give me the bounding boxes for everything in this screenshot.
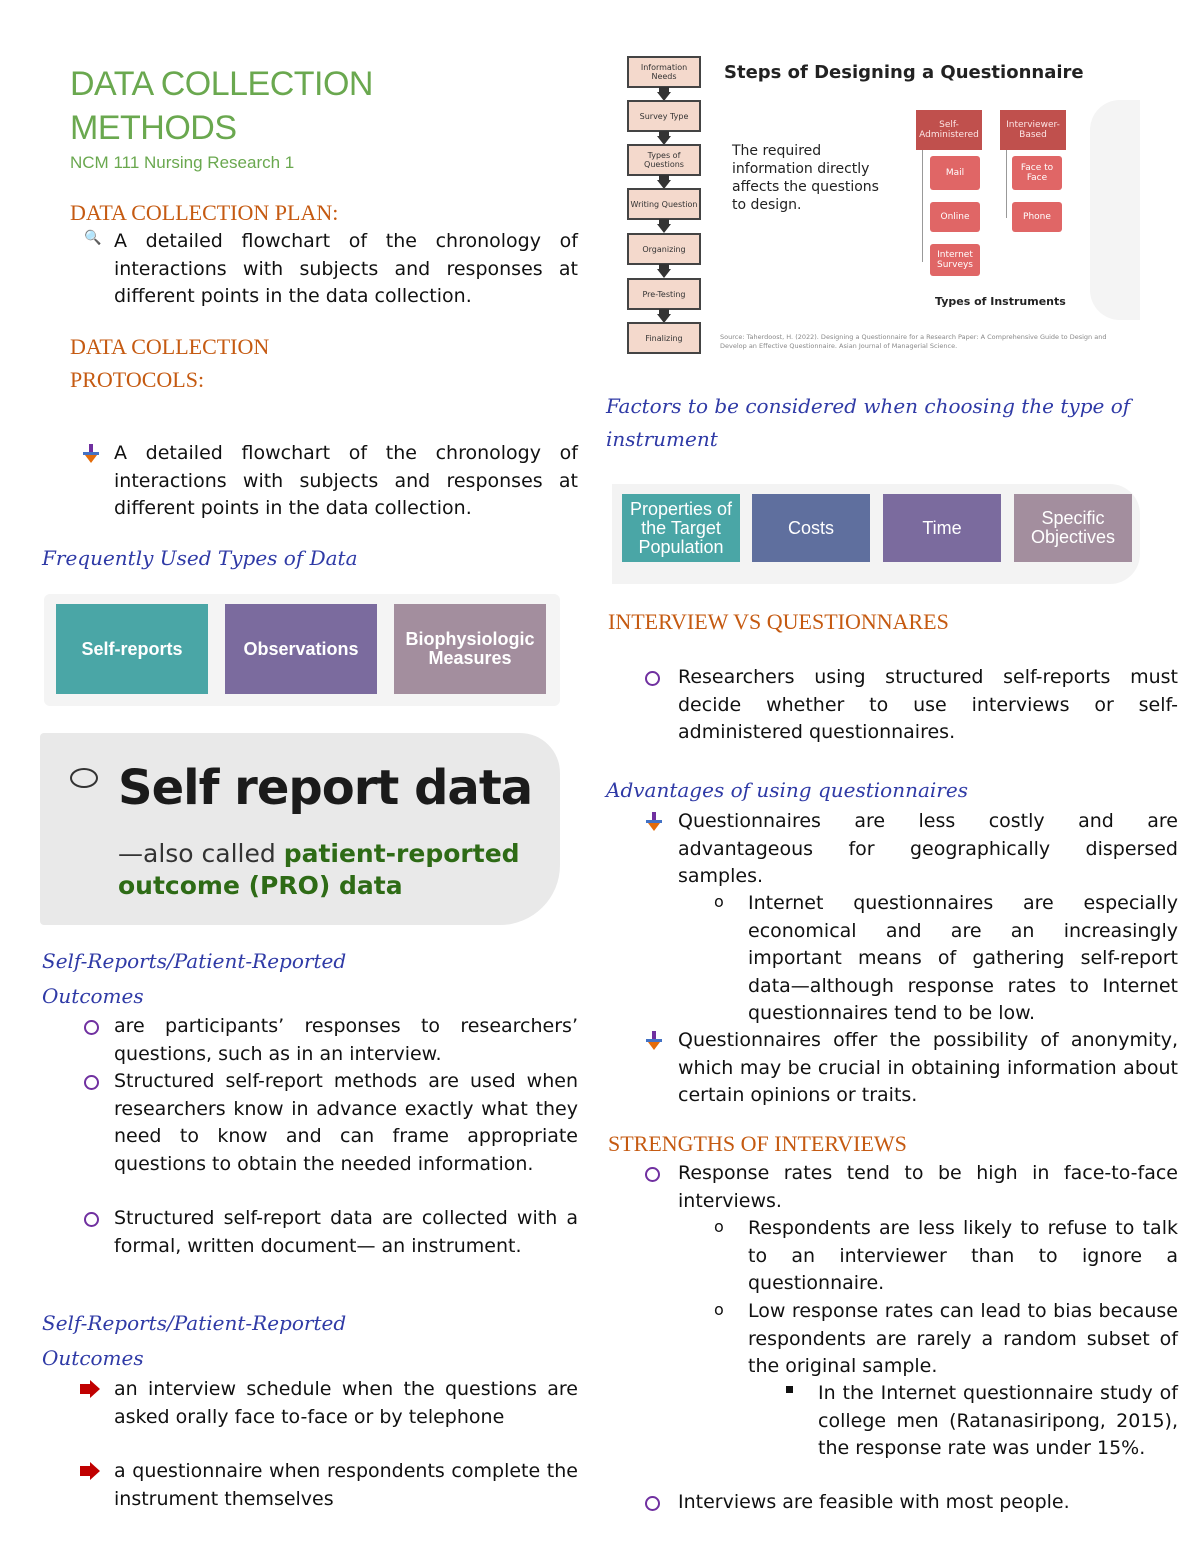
factor-time: Time [883, 494, 1001, 562]
factor-costs: Costs [752, 494, 870, 562]
circle-bullet-icon: o [714, 1300, 724, 1319]
adv-sub-1: Internet questionnaires are especially economical and are an increasingly important means of gathering self-report data—although response rates to Internet questionnaires tend to be low. [748, 892, 1178, 1024]
arrow-right-bullet-icon [80, 1380, 100, 1398]
plan-text: A detailed flowchart of the chronology of interactions with subjects and responses at different points in the data collection. [114, 230, 578, 307]
plan-heading: DATA COLLECTION PLAN: [70, 200, 339, 225]
sr2-item-1: an interview schedule when the questions are asked orally face to-face or by telephone [114, 1378, 578, 1428]
adv-item-1: Questionnaires are less costly and are advantageous for geographically dispersed samples. [678, 810, 1178, 887]
arrow-down-icon [657, 87, 671, 101]
arrow-down-icon [657, 131, 671, 145]
sr-heading-line1: Self-Reports/Patient-Reported [42, 949, 347, 973]
arrow-down-icon [657, 219, 671, 233]
factors-heading-line1: Factors to be considered when choosing the type of [606, 394, 1131, 418]
type-observations: Observations [225, 604, 377, 694]
step-writing-question: Writing Question [627, 188, 701, 220]
step-organizing: Organizing [627, 233, 701, 265]
square-bullet-icon [786, 1386, 793, 1393]
adv-item-2: Questionnaires offer the possibility of anonymity, which may be crucial in obtaining information about certain opinions or traits. [678, 1029, 1178, 1106]
arrow-down-bullet-icon [82, 444, 100, 464]
type-self-reports: Self-reports [56, 604, 208, 694]
sr-heading-line2: Outcomes [42, 984, 144, 1008]
strength-sub-2: Low response rates can lead to bias because respondents are rarely a random subset of the original sample. [748, 1300, 1178, 1377]
protocols-heading-line2: PROTOCOLS: [70, 367, 205, 392]
arrow-down-icon [657, 175, 671, 189]
tree-line [1006, 150, 1007, 218]
figure-decoration [1090, 100, 1140, 320]
page-title-line1: DATA COLLECTION [70, 65, 373, 103]
factor-target-population: Properties of the Target Population [622, 494, 740, 562]
sr2-heading-line2: Outcomes [42, 1346, 144, 1370]
instrument-face-to-face: Face to Face [1012, 156, 1062, 190]
figure-title: Steps of Designing a Questionnaire [724, 62, 1084, 83]
sr-item-3: Structured self-report data are collected with a formal, written document— an instrument. [114, 1207, 578, 1257]
arrow-right-bullet-icon [80, 1462, 100, 1480]
types-heading: Frequently Used Types of Data [42, 546, 358, 570]
arrow-down-icon [657, 264, 671, 278]
ivq-heading: INTERVIEW VS QUESTIONNARES [608, 609, 949, 634]
sr-item-2: Structured self-report methods are used when researchers know in advance exactly what they need to know and can frame appropriate questions to obtain the needed information. [114, 1070, 578, 1175]
protocols-text: A detailed flowchart of the chronology of interactions with subjects and responses at different points in the data collection. [114, 442, 578, 519]
instrument-phone: Phone [1012, 202, 1062, 232]
factors-heading-line2: instrument [606, 427, 718, 451]
factor-specific-objectives: Specific Objectives [1014, 494, 1132, 562]
speech-bubble-icon [70, 768, 98, 788]
arrow-down-bullet-icon [645, 812, 663, 832]
circle-bullet-icon: o [714, 892, 724, 911]
step-information-needs: Information Needs [627, 56, 701, 88]
step-types-of-questions: Types of Questions [627, 144, 701, 176]
self-administered-head: Self-Administered [916, 110, 982, 150]
strength-item-2: Interviews are feasible with most people. [678, 1491, 1070, 1513]
step-pre-testing: Pre-Testing [627, 278, 701, 310]
banner-highlight-2: outcome (PRO) data [118, 871, 403, 900]
instrument-online: Online [930, 202, 980, 232]
instrument-internet-surveys: Internet Surveys [930, 244, 980, 276]
strengths-heading: STRENGTHS OF INTERVIEWS [608, 1131, 907, 1156]
ring-bullet-icon [84, 1075, 99, 1090]
ring-bullet-icon [645, 1496, 660, 1511]
instrument-mail: Mail [930, 156, 980, 190]
protocols-heading-line1: DATA COLLECTION [70, 334, 270, 359]
tree-line [922, 150, 923, 262]
instruments-label: Types of Instruments [935, 295, 1066, 308]
arrow-down-icon [657, 309, 671, 323]
ring-bullet-icon [84, 1212, 99, 1227]
interviewer-based-head: Interviewer-Based [1000, 110, 1066, 150]
advantages-heading: Advantages of using questionnaires [606, 778, 968, 802]
magnifier-icon: 🔍 [84, 230, 102, 246]
step-survey-type: Survey Type [627, 100, 701, 132]
sr-item-1: are participants’ responses to researchers’ questions, such as in an interview. [114, 1015, 578, 1065]
step-finalizing: Finalizing [627, 322, 701, 354]
ring-bullet-icon [84, 1020, 99, 1035]
ivq-text: Researchers using structured self-reports must decide whether to use interviews or self-administered questionnaires. [678, 666, 1178, 743]
banner-prefix: —also called [118, 839, 284, 868]
strength-subsub: In the Internet questionnaire study of college men (Ratanasiripong, 2015), the response rate was under 15%. [818, 1382, 1178, 1459]
ring-bullet-icon [645, 671, 660, 686]
page-title-line2: METHODS [70, 109, 237, 147]
figure-note: The required information directly affects the questions to design. [732, 143, 879, 213]
figure-source: Source: Taherdoost, H. (2022). Designing a Questionnaire for a Research Paper: A Comprehensive Guide to Design and Develop an Effective Questionnaire. Asian Journal of Managerial Science. [720, 333, 1107, 350]
ring-bullet-icon [645, 1167, 660, 1182]
page-subtitle: NCM 111 Nursing Research 1 [70, 153, 295, 172]
banner-highlight-1: patient-reported [283, 839, 520, 868]
arrow-down-bullet-icon [645, 1031, 663, 1051]
type-biophysiologic: Biophysiologic Measures [394, 604, 546, 694]
banner-title: Self report data [118, 760, 533, 816]
strength-sub-1: Respondents are less likely to refuse to talk to an interviewer than to ignore a questionnaire. [748, 1217, 1178, 1294]
circle-bullet-icon: o [714, 1217, 724, 1236]
sr2-heading-line1: Self-Reports/Patient-Reported [42, 1311, 347, 1335]
strength-item-1: Response rates tend to be high in face-to-face interviews. [678, 1162, 1178, 1212]
sr2-item-2: a questionnaire when respondents complete the instrument themselves [114, 1460, 578, 1510]
